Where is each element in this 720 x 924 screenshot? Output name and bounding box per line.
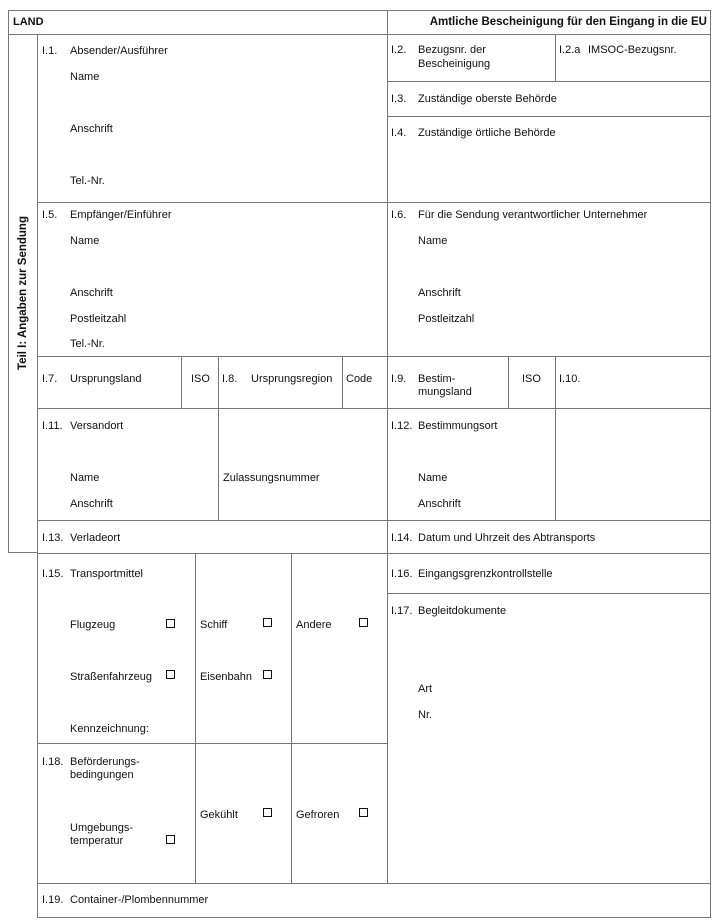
i2-number: I.2. — [391, 44, 407, 56]
field-i8-code[interactable] — [342, 356, 388, 409]
i11-approval-label: Zulassungsnummer — [223, 472, 320, 484]
i13-number: I.13. — [42, 532, 64, 544]
i11-label: Versandort — [70, 420, 124, 432]
i4-number: I.4. — [391, 127, 407, 139]
field-i18-col2 — [195, 743, 292, 884]
i15-road-checkbox[interactable] — [166, 670, 175, 679]
i18-label-line2: bedingungen — [70, 769, 134, 781]
field-i15-means-of-transport — [37, 553, 196, 744]
field-i7-iso[interactable] — [181, 356, 219, 409]
field-i10[interactable] — [555, 356, 711, 409]
i18-chilled-checkbox[interactable] — [263, 808, 272, 817]
i1-name-label: Name — [70, 71, 100, 83]
i17-type-label: Art — [418, 683, 433, 695]
i15-ship-checkbox[interactable] — [263, 618, 272, 627]
part-label: Teil I: Angaben zur Sendung — [17, 216, 29, 370]
i9-number: I.9. — [391, 373, 407, 385]
i15-road-label: Straßenfahrzeug — [70, 671, 152, 683]
field-i18-transport-conditions — [37, 743, 196, 884]
i15-ship-label: Schiff — [200, 619, 228, 631]
field-i15-col3 — [291, 553, 388, 744]
i9-label-line2: mungsland — [418, 386, 472, 398]
i5-label: Empfänger/Einführer — [70, 209, 172, 221]
field-i7-country-of-origin[interactable] — [37, 356, 182, 409]
i9-iso-label: ISO — [522, 373, 541, 385]
header-country-cell — [8, 10, 388, 35]
i5-number: I.5. — [42, 209, 58, 221]
i6-name-label: Name — [418, 235, 448, 247]
i5-address-label: Anschrift — [70, 287, 113, 299]
field-i4-local-authority[interactable] — [387, 116, 711, 203]
field-i9-iso[interactable] — [508, 356, 556, 409]
i17-number-label: Nr. — [418, 709, 433, 721]
i15-other-label: Andere — [296, 619, 332, 631]
i13-label: Verladeort — [70, 532, 121, 544]
i1-number: I.1. — [42, 45, 58, 57]
i18-ambient-line1: Umgebungs- — [70, 822, 133, 834]
header-title-cell — [387, 10, 711, 35]
i7-iso-label: ISO — [191, 373, 210, 385]
i12-address-label: Anschrift — [418, 498, 461, 510]
i15-aircraft-checkbox[interactable] — [166, 619, 175, 628]
i15-other-checkbox[interactable] — [359, 618, 368, 627]
i15-rail-checkbox[interactable] — [263, 670, 272, 679]
i6-number: I.6. — [391, 209, 407, 221]
field-i3-central-authority[interactable] — [387, 81, 711, 117]
i18-number: I.18. — [42, 756, 64, 768]
i17-number: I.17. — [391, 605, 413, 617]
i2a-label: IMSOC-Bezugsnr. — [588, 44, 677, 56]
i5-postcode-label: Postleitzahl — [70, 313, 127, 325]
i1-label: Absender/Ausführer — [70, 45, 168, 57]
i4-label: Zuständige örtliche Behörde — [418, 127, 556, 139]
i5-phone-label: Tel.-Nr. — [70, 338, 105, 350]
field-i13-place-of-loading[interactable] — [37, 520, 388, 554]
i17-label: Begleitdokumente — [418, 605, 507, 617]
i6-address-label: Anschrift — [418, 287, 461, 299]
field-i14-date-time-departure[interactable] — [387, 520, 711, 554]
i2-label-line2: Bescheinigung — [418, 58, 491, 70]
i16-label: Eingangsgrenzkontrollstelle — [418, 568, 553, 580]
i12-name-label: Name — [418, 472, 448, 484]
i6-postcode-label: Postleitzahl — [418, 313, 475, 325]
field-i2a-imsoc-reference[interactable] — [555, 34, 711, 82]
i1-address-label: Anschrift — [70, 123, 113, 135]
i18-chilled-label: Gekühlt — [200, 809, 238, 821]
i19-label: Container-/Plombennummer — [70, 894, 209, 906]
i18-frozen-checkbox[interactable] — [359, 808, 368, 817]
i15-rail-label: Eisenbahn — [200, 671, 252, 683]
i5-name-label: Name — [70, 235, 100, 247]
field-i6-operator[interactable] — [387, 202, 711, 357]
field-i18-col3 — [291, 743, 388, 884]
i3-number: I.3. — [391, 93, 407, 105]
i7-label: Ursprungsland — [70, 373, 142, 385]
field-i17-accompanying-documents[interactable] — [387, 593, 711, 884]
field-i12-place-of-destination[interactable] — [387, 408, 556, 521]
i15-number: I.15. — [42, 568, 64, 580]
i9-label-line1: Bestim- — [418, 373, 456, 385]
i11-number: I.11. — [42, 420, 63, 432]
part-label-column — [8, 34, 37, 553]
i7-number: I.7. — [42, 373, 58, 385]
i18-frozen-label: Gefroren — [296, 809, 340, 821]
i3-label: Zuständige oberste Behörde — [418, 93, 557, 105]
field-i8-region-of-origin[interactable] — [218, 356, 343, 409]
i8-code-label: Code — [346, 373, 373, 385]
i2a-number: I.2.a — [559, 44, 581, 56]
i16-number: I.16. — [391, 568, 413, 580]
i12-number: I.12. — [391, 420, 413, 432]
i14-number: I.14. — [391, 532, 413, 544]
i11-address-label: Anschrift — [70, 498, 113, 510]
i8-number: I.8. — [222, 373, 238, 385]
i15-label: Transportmittel — [70, 568, 143, 580]
field-i5-consignee[interactable] — [37, 202, 388, 357]
field-i19-container-seal-number[interactable] — [37, 883, 711, 918]
i12-label: Bestimmungsort — [418, 420, 498, 432]
i18-ambient-checkbox[interactable] — [166, 835, 175, 844]
i14-label: Datum und Uhrzeit des Abtransports — [418, 532, 596, 544]
i11-name-label: Name — [70, 472, 100, 484]
i2-label-line1: Bezugsnr. der — [418, 44, 486, 56]
i19-number: I.19. — [42, 894, 64, 906]
i18-ambient-line2: temperatur — [70, 835, 124, 847]
i15-aircraft-label: Flugzeug — [70, 619, 116, 631]
header-title: Amtliche Bescheinigung für den Eingang in die EU — [429, 16, 707, 28]
i15-identification-label: Kennzeichnung: — [70, 723, 149, 735]
field-i12-extra[interactable] — [555, 408, 711, 521]
i6-label: Für die Sendung verantwortlicher Unternehmer — [418, 209, 648, 221]
field-i11-place-of-dispatch[interactable] — [37, 408, 219, 521]
field-i2-certificate-reference[interactable] — [387, 34, 556, 82]
field-i1-consignor[interactable] — [37, 34, 388, 203]
field-i11-approval-number[interactable] — [218, 408, 388, 521]
field-i16-border-control-post[interactable] — [387, 553, 711, 594]
field-i9-country-of-destination[interactable] — [387, 356, 509, 409]
i10-number: I.10. — [559, 373, 581, 385]
i8-label: Ursprungsregion — [251, 373, 333, 385]
i18-label-line1: Beförderungs- — [70, 756, 140, 768]
i1-phone-label: Tel.-Nr. — [70, 175, 105, 187]
field-i15-col2 — [195, 553, 292, 744]
header-country: LAND — [13, 16, 44, 28]
